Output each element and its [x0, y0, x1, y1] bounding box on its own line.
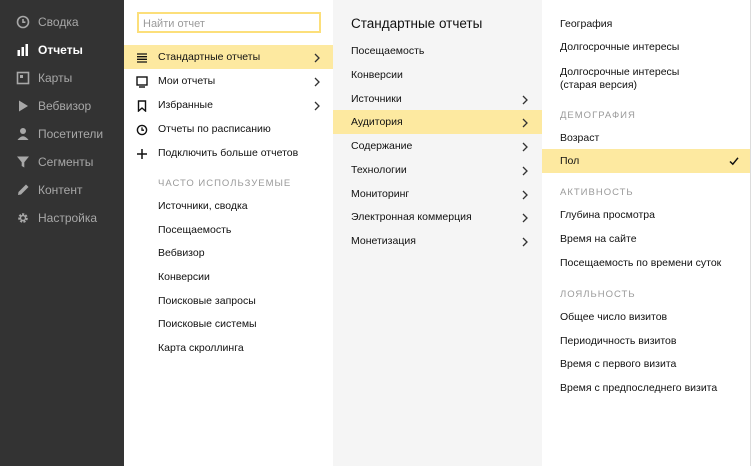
menu-item-my-reports[interactable] [124, 69, 333, 93]
report-group-item[interactable] [333, 39, 542, 63]
report-item-label: Пол [560, 155, 580, 167]
menu-item-label: Избранные [158, 99, 213, 111]
report-group-label: Технологии [351, 164, 407, 176]
loyalty-section-title: ЛОЯЛЬНОСТЬ [560, 289, 636, 300]
report-item-label: Время с первого визита [560, 358, 677, 370]
report-item[interactable] [542, 251, 750, 275]
report-item-gender-selected[interactable] [542, 149, 750, 173]
popular-item[interactable] [124, 218, 333, 242]
report-item[interactable] [542, 305, 750, 329]
checkmark-icon [728, 154, 740, 166]
popular-section-title: ЧАСТО ИСПОЛЬЗУЕМЫЕ [158, 178, 292, 189]
report-item-label: Долгосрочные интересы (старая версия) [560, 66, 680, 91]
sidebar-item-label: Настройка [38, 211, 98, 225]
chevron-right-icon [519, 164, 531, 176]
bookmark-icon [136, 99, 148, 111]
sidebar-item-reports[interactable] [0, 36, 124, 64]
column-title: Стандартные отчеты [351, 16, 483, 31]
plus-icon [136, 147, 148, 159]
sidebar-item-label: Контент [38, 183, 83, 197]
chevron-right-icon [519, 211, 531, 223]
report-item[interactable] [542, 329, 750, 353]
report-item-label: Посещаемость по времени суток [560, 257, 722, 269]
popular-item-label: Вебвизор [158, 247, 205, 259]
report-group-item[interactable] [333, 229, 542, 253]
menu-item-scheduled-reports[interactable] [124, 117, 333, 141]
demography-section-title: ДЕМОГРАФИЯ [560, 110, 636, 121]
sidebar-item-label: Сводка [38, 15, 79, 29]
sidebar-item-maps[interactable] [0, 64, 124, 92]
popular-item[interactable] [124, 289, 333, 313]
popular-item-label: Карта скроллинга [158, 342, 244, 354]
popular-item-label: Поисковые запросы [158, 295, 256, 307]
report-group-label: Мониторинг [351, 188, 410, 200]
report-group-label: Конверсии [351, 69, 403, 81]
gear-icon [16, 211, 30, 225]
report-item[interactable] [542, 62, 750, 94]
sidebar-item-webvisor[interactable] [0, 92, 124, 120]
report-group-item[interactable] [333, 182, 542, 206]
chevron-right-icon [519, 116, 531, 128]
sidebar-item-label: Карты [38, 71, 73, 85]
report-group-label: Посещаемость [351, 45, 425, 57]
report-item[interactable] [542, 35, 750, 59]
sidebar [0, 0, 124, 466]
report-item[interactable] [542, 126, 750, 150]
report-item-label: Возраст [560, 132, 600, 144]
report-item-label: Время на сайте [560, 233, 637, 245]
report-item[interactable] [542, 12, 750, 36]
report-group-item[interactable] [333, 205, 542, 229]
report-group-item[interactable] [333, 158, 542, 182]
popular-item-label: Поисковые системы [158, 318, 257, 330]
sidebar-item-content[interactable] [0, 176, 124, 204]
report-item-label: Время с предпоследнего визита [560, 382, 718, 394]
map-icon [16, 71, 30, 85]
report-item-label: Долгосрочные интересы [560, 41, 680, 53]
report-group-label: Аудитория [351, 116, 403, 128]
sidebar-item-label: Посетители [38, 127, 104, 141]
report-group-item[interactable] [333, 63, 542, 87]
report-item-label: География [560, 18, 613, 30]
popular-item[interactable] [124, 336, 333, 360]
sidebar-item-label: Сегменты [38, 155, 94, 169]
chevron-right-icon [311, 99, 323, 111]
menu-item-connect-more[interactable] [124, 141, 333, 165]
reports-menu-column [124, 0, 333, 466]
sidebar-item-label: Отчеты [38, 43, 83, 57]
report-group-item[interactable] [333, 87, 542, 111]
activity-section-title: АКТИВНОСТЬ [560, 187, 634, 198]
menu-item-label: Отчеты по расписанию [158, 123, 271, 135]
search-input[interactable] [139, 16, 319, 33]
chevron-right-icon [519, 140, 531, 152]
monitor-icon [136, 75, 148, 87]
popular-item[interactable] [124, 265, 333, 289]
pencil-icon [16, 183, 30, 197]
chevron-right-icon [519, 188, 531, 200]
menu-item-label: Мои отчеты [158, 75, 216, 87]
report-group-label: Содержание [351, 140, 413, 152]
popular-item[interactable] [124, 312, 333, 336]
report-group-label: Электронная коммерция [351, 211, 472, 223]
menu-item-label: Стандартные отчеты [158, 51, 261, 63]
filter-icon [16, 155, 30, 169]
chevron-right-icon [519, 93, 531, 105]
audience-reports-column [542, 0, 751, 466]
standard-reports-column [333, 0, 542, 466]
report-item-label: Общее число визитов [560, 311, 668, 323]
sidebar-item-label: Вебвизор [38, 99, 92, 113]
chevron-right-icon [311, 51, 323, 63]
report-item[interactable] [542, 352, 750, 376]
report-item-label: Периодичность визитов [560, 335, 677, 347]
sidebar-item-segments[interactable] [0, 148, 124, 176]
clock-icon [16, 15, 30, 29]
report-group-item-audience[interactable] [333, 110, 542, 134]
list-icon [136, 51, 148, 63]
bar-chart-icon [16, 43, 30, 57]
report-item[interactable] [542, 227, 750, 251]
popular-item-label: Посещаемость [158, 224, 232, 236]
popular-item-label: Конверсии [158, 271, 210, 283]
report-item[interactable] [542, 376, 750, 400]
menu-item-standard-reports[interactable] [124, 45, 333, 69]
menu-item-label: Подключить больше отчетов [158, 147, 299, 159]
chevron-right-icon [311, 75, 323, 87]
chevron-right-icon [519, 235, 531, 247]
popular-item[interactable] [124, 194, 333, 218]
menu-item-favorites[interactable] [124, 93, 333, 117]
popular-item[interactable] [124, 241, 333, 265]
search-field[interactable] [137, 12, 321, 33]
report-item[interactable] [542, 203, 750, 227]
report-item-label: Глубина просмотра [560, 209, 655, 221]
report-group-label: Монетизация [351, 235, 416, 247]
report-group-label: Источники [351, 93, 402, 105]
sidebar-item-settings[interactable] [0, 204, 124, 232]
play-icon [16, 99, 30, 113]
popular-item-label: Источники, сводка [158, 200, 248, 212]
report-group-item[interactable] [333, 134, 542, 158]
clock-icon [136, 123, 148, 135]
sidebar-item-summary[interactable] [0, 8, 124, 36]
user-icon [16, 127, 30, 141]
sidebar-item-visitors[interactable] [0, 120, 124, 148]
